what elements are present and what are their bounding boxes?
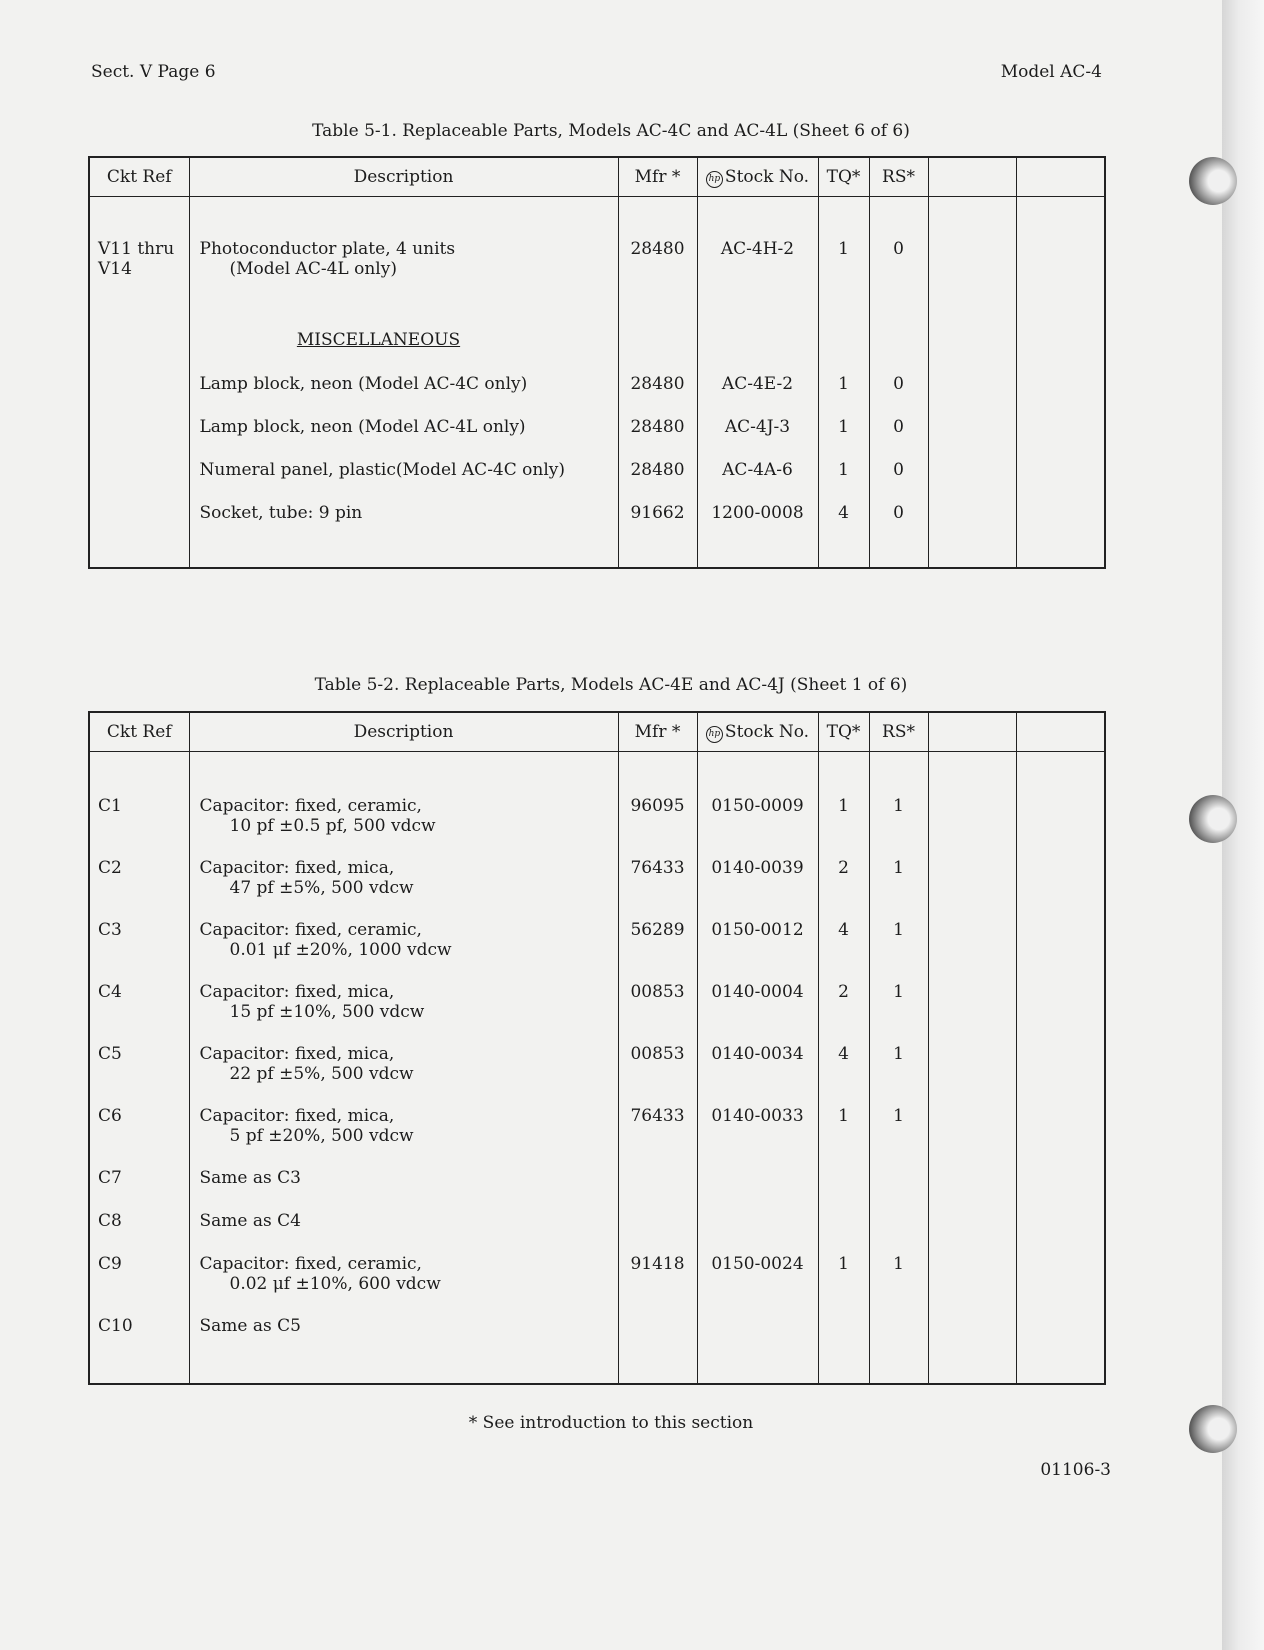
mfr-cell: 91418 (618, 1254, 697, 1316)
description-cell: Capacitor: fixed, mica, 15 pf ±10%, 500 vdcw (189, 982, 618, 1044)
blank-cell (928, 920, 1016, 982)
tq-cell: 2 (818, 858, 869, 920)
mfr-cell (618, 1211, 697, 1254)
ckt-ref-cell: C2 (89, 858, 189, 920)
rs-cell: 0 (869, 503, 928, 568)
stock-cell: AC-4J-3 (697, 417, 818, 460)
tq-cell: 4 (818, 503, 869, 568)
rs-cell: 1 (869, 752, 928, 858)
table2-header-row (89, 712, 1105, 752)
tq-cell: 1 (818, 460, 869, 503)
blank-cell (1016, 1044, 1105, 1106)
description-cell: Photoconductor plate, 4 units (Model AC-4L only) (189, 197, 618, 330)
description-cell: Capacitor: fixed, ceramic, 0.01 μf ±20%, 1000 vdcw (189, 920, 618, 982)
col-blank-2 (1016, 157, 1105, 197)
ckt-ref-cell (89, 374, 189, 417)
hp-logo-icon: hp (706, 171, 723, 188)
ckt-ref-cell (89, 460, 189, 503)
rs-cell: 1 (869, 1044, 928, 1106)
description-cell: Capacitor: fixed, ceramic, 10 pf ±0.5 pf, 500 vdcw (189, 752, 618, 858)
ckt-ref-cell: V11 thru V14 (89, 197, 189, 330)
description-cell: Capacitor: fixed, ceramic, 0.02 μf ±10%, 600 vdcw (189, 1254, 618, 1316)
blank-cell (1016, 858, 1105, 920)
mfr-cell: 91662 (618, 503, 697, 568)
mfr-cell (618, 1316, 697, 1384)
col-ckt-ref: Ckt Ref (89, 157, 189, 197)
table-row (89, 752, 1105, 858)
description-cell: Same as C5 (189, 1316, 618, 1384)
blank-cell (928, 1254, 1016, 1316)
stock-cell: 0140-0034 (697, 1044, 818, 1106)
rs-cell: 1 (869, 858, 928, 920)
rs-cell: 0 (869, 460, 928, 503)
rs-cell (869, 1211, 928, 1254)
col-rs: RS* (869, 157, 928, 197)
blank-cell (1016, 1168, 1105, 1211)
description-cell: Capacitor: fixed, mica, 47 pf ±5%, 500 vdcw (189, 858, 618, 920)
mfr-cell: 28480 (618, 417, 697, 460)
mfr-cell: 28480 (618, 197, 697, 330)
table-row (89, 197, 1105, 330)
stock-cell: AC-4H-2 (697, 197, 818, 330)
tq-cell: 1 (818, 417, 869, 460)
rs-cell: 0 (869, 374, 928, 417)
blank-cell (928, 982, 1016, 1044)
binder-hole-top (1189, 157, 1237, 205)
stock-cell: 0150-0024 (697, 1254, 818, 1316)
rs-cell: 1 (869, 982, 928, 1044)
mfr-cell: 76433 (618, 858, 697, 920)
misc-heading: MISCELLANEOUS (296, 329, 461, 350)
table-row (89, 417, 1105, 460)
stock-cell: 0140-0039 (697, 858, 818, 920)
tq-cell: 1 (818, 752, 869, 858)
mfr-cell: 56289 (618, 920, 697, 982)
ckt-ref-cell (89, 330, 189, 374)
blank-cell (928, 752, 1016, 858)
parts-table-5-1 (88, 156, 1106, 569)
col-stock-no: hp Stock No. (697, 712, 818, 752)
description-cell: Socket, tube: 9 pin (189, 503, 618, 568)
stock-cell: 1200-0008 (697, 503, 818, 568)
tq-cell: 1 (818, 1254, 869, 1316)
table-row (89, 920, 1105, 982)
table-row (89, 1168, 1105, 1211)
tq-cell: 1 (818, 197, 869, 330)
table-row (89, 858, 1105, 920)
table1-caption: Table 5-1. Replaceable Parts, Models AC-4C and AC-4L (Sheet 6 of 6) (312, 121, 910, 141)
col-stock-no: hp Stock No. (697, 157, 818, 197)
blank-cell (928, 1168, 1016, 1211)
description-cell: Lamp block, neon (Model AC-4C only) (189, 374, 618, 417)
blank-cell (1016, 1254, 1105, 1316)
ckt-ref-cell: C1 (89, 752, 189, 858)
hp-logo-icon: hp (706, 726, 723, 743)
footnote: * See introduction to this section (468, 1413, 754, 1433)
stock-cell: 0140-0004 (697, 982, 818, 1044)
description-cell: Lamp block, neon (Model AC-4L only) (189, 417, 618, 460)
tq-cell (818, 1168, 869, 1211)
col-mfr: Mfr * (618, 712, 697, 752)
ckt-ref-cell: C9 (89, 1254, 189, 1316)
mfr-cell: 96095 (618, 752, 697, 858)
col-description: Description (189, 157, 618, 197)
stock-cell: AC-4E-2 (697, 374, 818, 417)
tq-cell: 2 (818, 982, 869, 1044)
blank-cell (928, 1316, 1016, 1384)
tq-cell (818, 1316, 869, 1384)
table2-caption: Table 5-2. Replaceable Parts, Models AC-4E and AC-4J (Sheet 1 of 6) (314, 675, 908, 695)
description-cell: Capacitor: fixed, mica, 22 pf ±5%, 500 vdcw (189, 1044, 618, 1106)
rs-cell: 0 (869, 417, 928, 460)
mfr-cell: 76433 (618, 1106, 697, 1168)
blank-cell (1016, 1316, 1105, 1384)
blank-cell (928, 1044, 1016, 1106)
stock-cell (697, 1168, 818, 1211)
ckt-ref-cell: C3 (89, 920, 189, 982)
table-row (89, 1254, 1105, 1316)
ckt-ref-cell: C7 (89, 1168, 189, 1211)
blank-cell (928, 1106, 1016, 1168)
tq-cell (818, 1211, 869, 1254)
table1-header-row (89, 157, 1105, 197)
table-row (89, 1316, 1105, 1384)
ckt-ref-cell: C5 (89, 1044, 189, 1106)
blank-cell (1016, 982, 1105, 1044)
tq-cell: 1 (818, 374, 869, 417)
model-label: Model AC-4 (1000, 62, 1102, 82)
blank-cell (928, 858, 1016, 920)
table-row (89, 330, 1105, 374)
blank-cell (928, 1211, 1016, 1254)
rs-cell (869, 1168, 928, 1211)
stock-cell (697, 1211, 818, 1254)
table-row (89, 982, 1105, 1044)
col-ckt-ref: Ckt Ref (89, 712, 189, 752)
ckt-ref-cell: C8 (89, 1211, 189, 1254)
col-tq: TQ* (818, 157, 869, 197)
rs-cell: 1 (869, 920, 928, 982)
ckt-ref-cell (89, 417, 189, 460)
stock-cell (697, 1316, 818, 1384)
tq-cell: 1 (818, 1106, 869, 1168)
col-mfr: Mfr * (618, 157, 697, 197)
table-row (89, 460, 1105, 503)
blank-cell (1016, 920, 1105, 982)
ckt-ref-cell: C4 (89, 982, 189, 1044)
mfr-cell: 00853 (618, 982, 697, 1044)
stock-cell: 0150-0009 (697, 752, 818, 858)
stock-cell: AC-4A-6 (697, 460, 818, 503)
rs-cell: 1 (869, 1254, 928, 1316)
stock-cell: 0140-0033 (697, 1106, 818, 1168)
blank-cell (1016, 1106, 1105, 1168)
ckt-ref-cell (89, 503, 189, 568)
mfr-cell (618, 1168, 697, 1211)
tq-cell: 4 (818, 920, 869, 982)
blank-cell (1016, 1211, 1105, 1254)
mfr-cell: 28480 (618, 460, 697, 503)
table-row (89, 1106, 1105, 1168)
col-blank-2 (1016, 712, 1105, 752)
rs-cell (869, 1316, 928, 1384)
col-tq: TQ* (818, 712, 869, 752)
col-blank-1 (928, 712, 1016, 752)
mfr-cell: 00853 (618, 1044, 697, 1106)
blank-cell (1016, 752, 1105, 858)
description-cell: Capacitor: fixed, mica, 5 pf ±20%, 500 vdcw (189, 1106, 618, 1168)
rs-cell: 1 (869, 1106, 928, 1168)
table-row (89, 1211, 1105, 1254)
table-row (89, 503, 1105, 568)
description-cell: Numeral panel, plastic(Model AC-4C only) (189, 460, 618, 503)
col-blank-1 (928, 157, 1016, 197)
col-description: Description (189, 712, 618, 752)
rs-cell: 0 (869, 197, 928, 330)
description-cell: Same as C4 (189, 1211, 618, 1254)
mfr-cell: 28480 (618, 374, 697, 417)
binder-hole-middle (1189, 795, 1237, 843)
table-row (89, 374, 1105, 417)
description-cell: Same as C3 (189, 1168, 618, 1211)
ckt-ref-cell: C10 (89, 1316, 189, 1384)
blank-cell (1016, 197, 1105, 330)
blank-cell (928, 197, 1016, 330)
section-page-label: Sect. V Page 6 (91, 62, 216, 82)
ckt-ref-cell: C6 (89, 1106, 189, 1168)
stock-cell: 0150-0012 (697, 920, 818, 982)
parts-table-5-2 (88, 711, 1106, 1385)
tq-cell: 4 (818, 1044, 869, 1106)
col-rs: RS* (869, 712, 928, 752)
table-row (89, 1044, 1105, 1106)
misc-heading-cell (189, 330, 618, 374)
document-number: 01106-3 (1040, 1460, 1111, 1480)
